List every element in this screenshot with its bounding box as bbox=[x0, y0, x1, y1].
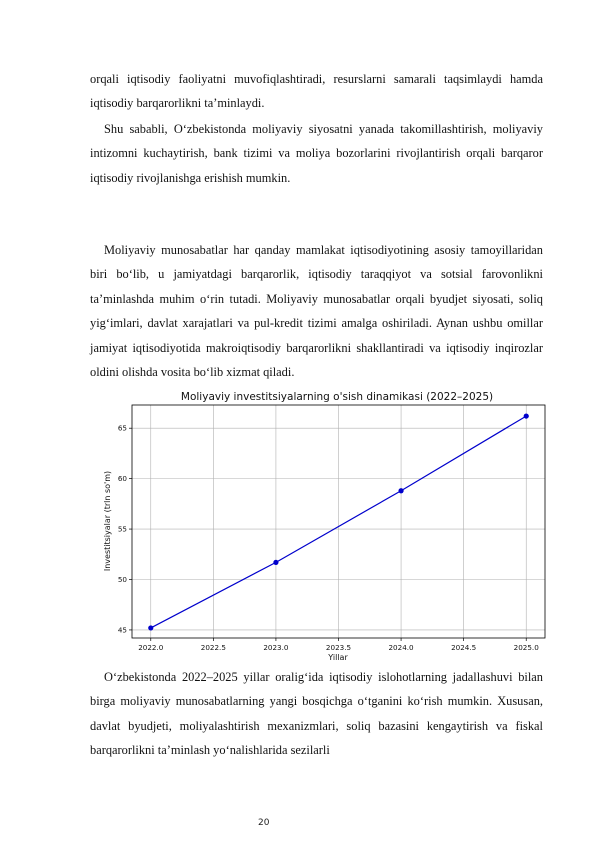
paragraph-2: Shu sababli, O‘zbekistonda moliyaviy siyosatni yanada takomillashtirish, moliyaviy intizomni kuchaytirish, bank tizimi va moliya bozorlarini rivojlantirish orqali barqaror iqtisodiy rivojlanishga erishish mumkin. bbox=[90, 122, 543, 185]
paragraph-1: orqali iqtisodiy faoliyatni muvofiqlashtiradi, resurslarni samarali taqsimlaydi hamda iqtisodiy barqarorlikni ta’minlaydi. bbox=[90, 72, 543, 111]
data-point bbox=[524, 413, 529, 418]
x-tick-label: 2023.5 bbox=[325, 643, 352, 652]
x-tick-label: 2022.5 bbox=[200, 643, 226, 652]
x-tick-label: 2022.0 bbox=[138, 643, 164, 652]
x-tick-label: 2023.0 bbox=[263, 643, 289, 652]
data-point bbox=[148, 625, 153, 630]
chart-grid bbox=[132, 405, 545, 638]
investment-line-chart bbox=[100, 385, 550, 665]
chart-title: Moliyaviy investitsiyalarning o'sish dinamikasi (2022–2025) bbox=[180, 391, 494, 403]
y-tick-label: 50 bbox=[117, 574, 127, 584]
y-axis-label: Investitsiyalar (trln so'm) bbox=[103, 470, 112, 572]
x-tick-label: 2024.0 bbox=[388, 643, 414, 652]
data-point bbox=[273, 560, 278, 565]
paragraph-3: Moliyaviy munosabatlar har qanday mamlakat iqtisodiyotining asosiy tamoyillaridan biri bo‘lib, u jamiyatdagi barqarorlik, iqtisodiy taraqqiyot va sotsial farovonlikni ta’minlashda muhim o‘rin tutadi. Moliyaviy munosabatlar orqali byudjet siyosati, soliq yig‘imlari, davlat xarajatlari va pul-kredit tizimi amalga oshiriladi. Aynan ushbu omillar jamiyat iqtisodiyotida makroiqtisodiy barqarorlikni shakllantiradi va iqtisodiy inqirozlar oldini olishda vosita bo‘lib xizmat qiladi. bbox=[90, 243, 543, 380]
data-point bbox=[398, 488, 403, 493]
y-tick-label: 65 bbox=[117, 423, 127, 433]
page-number: 20 bbox=[258, 818, 270, 828]
axis-ticks bbox=[118, 424, 539, 652]
paragraph-4: O‘zbekistonda 2022–2025 yillar oralig‘ida iqtisodiy islohotlarning jadallashuvi bilan birga moliyaviy munosabatlarning yangi bosqichga o‘tganini ko‘rish mumkin. Xususan, davlat byudjeti, moliyalashtirish mexanizmlari, soliq bazasini kengaytirish va fiskal barqarorlikni ta’minlash yo‘nalishlarida sezilarli bbox=[90, 670, 543, 758]
chart-svg bbox=[100, 385, 550, 665]
y-tick-label: 55 bbox=[117, 524, 127, 534]
x-axis-label: Yillar bbox=[328, 653, 348, 662]
y-tick-label: 45 bbox=[117, 625, 127, 635]
x-tick-label: 2024.5 bbox=[451, 643, 477, 652]
x-tick-label: 2025.0 bbox=[513, 643, 539, 652]
y-tick-label: 60 bbox=[117, 474, 127, 484]
